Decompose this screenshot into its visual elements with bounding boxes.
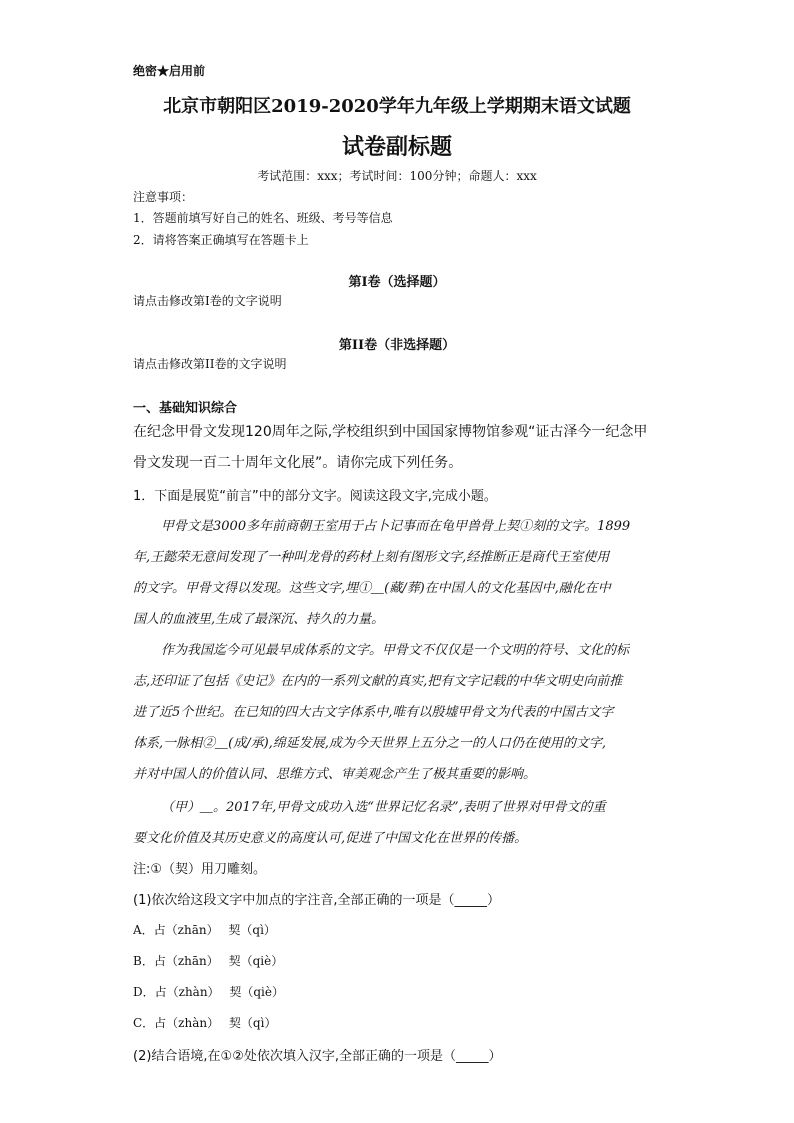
intro-line: 在纪念甲骨文发现120周年之际,学校组织到中国国家博物馆参观“证古泽今一纪念甲 bbox=[133, 424, 648, 440]
option-b[interactable]: B．占（zhān） 契（qiè） bbox=[133, 954, 284, 968]
option-c[interactable]: C．占（zhàn） 契（qì） bbox=[133, 1016, 277, 1030]
passage-note: 注:①（契）用刀雕刻。 bbox=[133, 862, 267, 877]
part2-desc[interactable]: 请点击修改第II卷的文字说明 bbox=[133, 357, 287, 371]
passage-line: 志,还印证了包括《史记》在内的一系列文献的真实,把有文字记载的中华文明史向前推 bbox=[133, 674, 623, 689]
passage-line: 国人的血液里,生成了最深沉、持久的力量。 bbox=[133, 612, 385, 627]
exam-info: 考试范围：xxx；考试时间：100分钟；命题人：xxx bbox=[257, 169, 537, 183]
passage-line: 要文化价值及其历史意义的高度认可,促进了中国文化在世界的传播。 bbox=[133, 831, 528, 846]
intro-line: 骨文发现一百二十周年文化展”。请你完成下列任务。 bbox=[133, 455, 463, 471]
secret-label: 绝密★启用前 bbox=[133, 64, 206, 78]
passage-line: 作为我国迄今可见最早成体系的文字。甲骨文不仅仅是一个文明的符号、文化的标 bbox=[161, 643, 630, 658]
section-heading: 一、基础知识综合 bbox=[133, 401, 238, 416]
passage-line: 的文字。甲骨文得以发现。这些文字,埋①＿(藏/葬)在中国人的文化基因中,融化在中 bbox=[133, 581, 611, 596]
part1-title: 第I卷（选择题） bbox=[348, 275, 446, 290]
passage-line: 并对中国人的价值认同、思维方式、审美观念产生了极其重要的影响。 bbox=[133, 767, 537, 782]
part1-desc[interactable]: 请点击修改第I卷的文字说明 bbox=[133, 294, 282, 308]
passage-line: （甲）＿。2017年,甲骨文成功入选“世界记忆名录”,表明了世界对甲骨文的重 bbox=[161, 800, 606, 815]
option-a[interactable]: A．占（zhān） 契（qì） bbox=[133, 923, 276, 937]
subquestion-2: (2)结合语境,在①②处依次填入汉字,全部正确的一项是（_____） bbox=[133, 1049, 502, 1064]
passage-line: 年,王懿荣无意间发现了一种叫龙骨的药材上刻有图形文字,经推断正是商代王室使用 bbox=[133, 550, 610, 565]
passage-line: 体系,一脉相②＿(成/承),绵延发展,成为今天世界上五分之一的人口仍在使用的文字, bbox=[133, 736, 607, 751]
part2-title: 第II卷（非选择题） bbox=[338, 338, 456, 353]
notes-item: 2．请将答案正确填写在答题卡上 bbox=[133, 233, 309, 247]
passage-line: 进了近5个世纪。在已知的四大古文字体系中,唯有以殷墟甲骨文为代表的中国古文字 bbox=[133, 705, 614, 720]
subquestion-1: (1)依次给这段文字中加点的字注音,全部正确的一项是（_____） bbox=[133, 893, 501, 908]
question-1: 1．下面是展览“前言”中的部分文字。阅读这段文字,完成小题。 bbox=[133, 489, 497, 504]
passage-line: 甲骨文是3000多年前商朝王室用于占卜记事而在龟甲兽骨上契①刻的文字。1899 bbox=[161, 519, 631, 534]
notes-heading: 注意事项： bbox=[133, 190, 194, 204]
page-title: 北京市朝阳区2019-2020学年九年级上学期期末语文试题 bbox=[163, 96, 631, 117]
page-subtitle: 试卷副标题 bbox=[341, 134, 452, 160]
notes-item: 1．答题前填写好自己的姓名、班级、考号等信息 bbox=[133, 211, 393, 225]
option-d[interactable]: D．占（zhàn） 契（qiè） bbox=[133, 985, 284, 999]
